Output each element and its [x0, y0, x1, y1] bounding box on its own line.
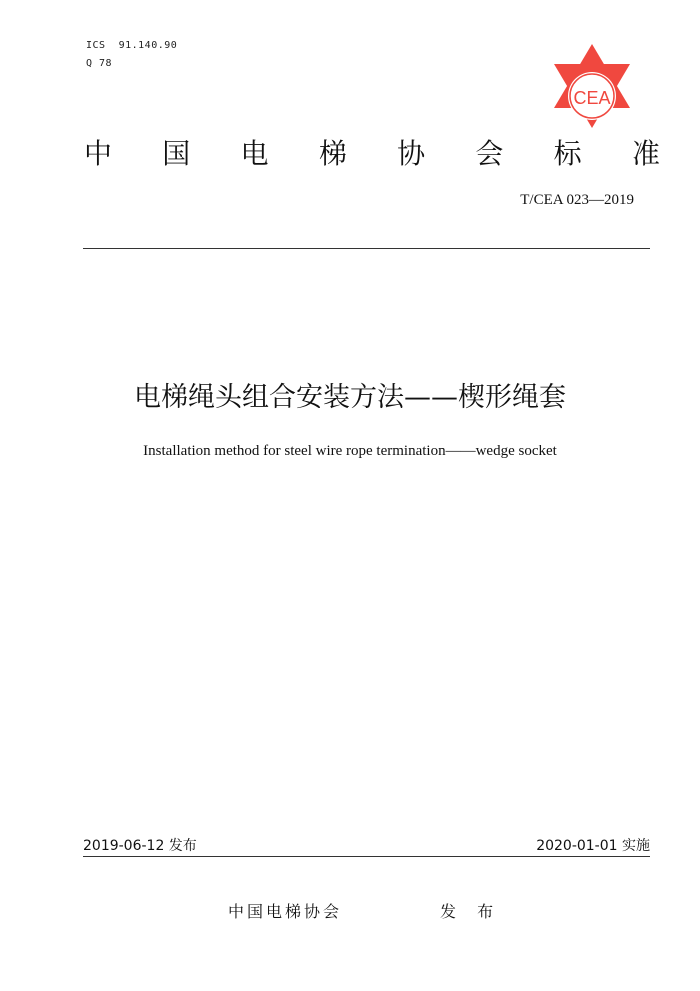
org-title-char: 准 — [631, 137, 660, 170]
publisher-name: 中国电梯协会 — [228, 902, 343, 921]
ics-code: ICS 91.140.90 — [86, 40, 178, 51]
document-title-zh: 电梯绳头组合安装方法——楔形绳套 — [134, 382, 566, 413]
org-standard-title — [82, 134, 662, 174]
org-title-char: 电 — [240, 137, 269, 170]
cea-logo-icon — [552, 42, 632, 128]
standard-number: T/CEA 023—2019 — [520, 192, 634, 208]
org-title-char: 标 — [553, 137, 582, 170]
org-title-char: 会 — [475, 137, 504, 170]
document-title-en: Installation method for steel wire rope termination——wedge socket — [143, 443, 557, 459]
footer-divider — [83, 856, 650, 857]
publish-label: 发 布 — [440, 902, 502, 921]
classification-codes — [86, 37, 177, 73]
header-divider — [83, 248, 650, 249]
ccs-code: Q 78 — [86, 58, 113, 69]
implement-date: 2020-01-01 实施 — [536, 838, 650, 854]
org-title-char: 协 — [397, 137, 426, 170]
org-title-char: 国 — [162, 137, 191, 170]
date-row — [83, 836, 650, 856]
logo-text: CEA — [573, 88, 611, 108]
issue-date: 2019-06-12 发布 — [83, 838, 197, 854]
org-title-char: 梯 — [318, 137, 347, 170]
org-title-char: 中 — [83, 137, 112, 170]
